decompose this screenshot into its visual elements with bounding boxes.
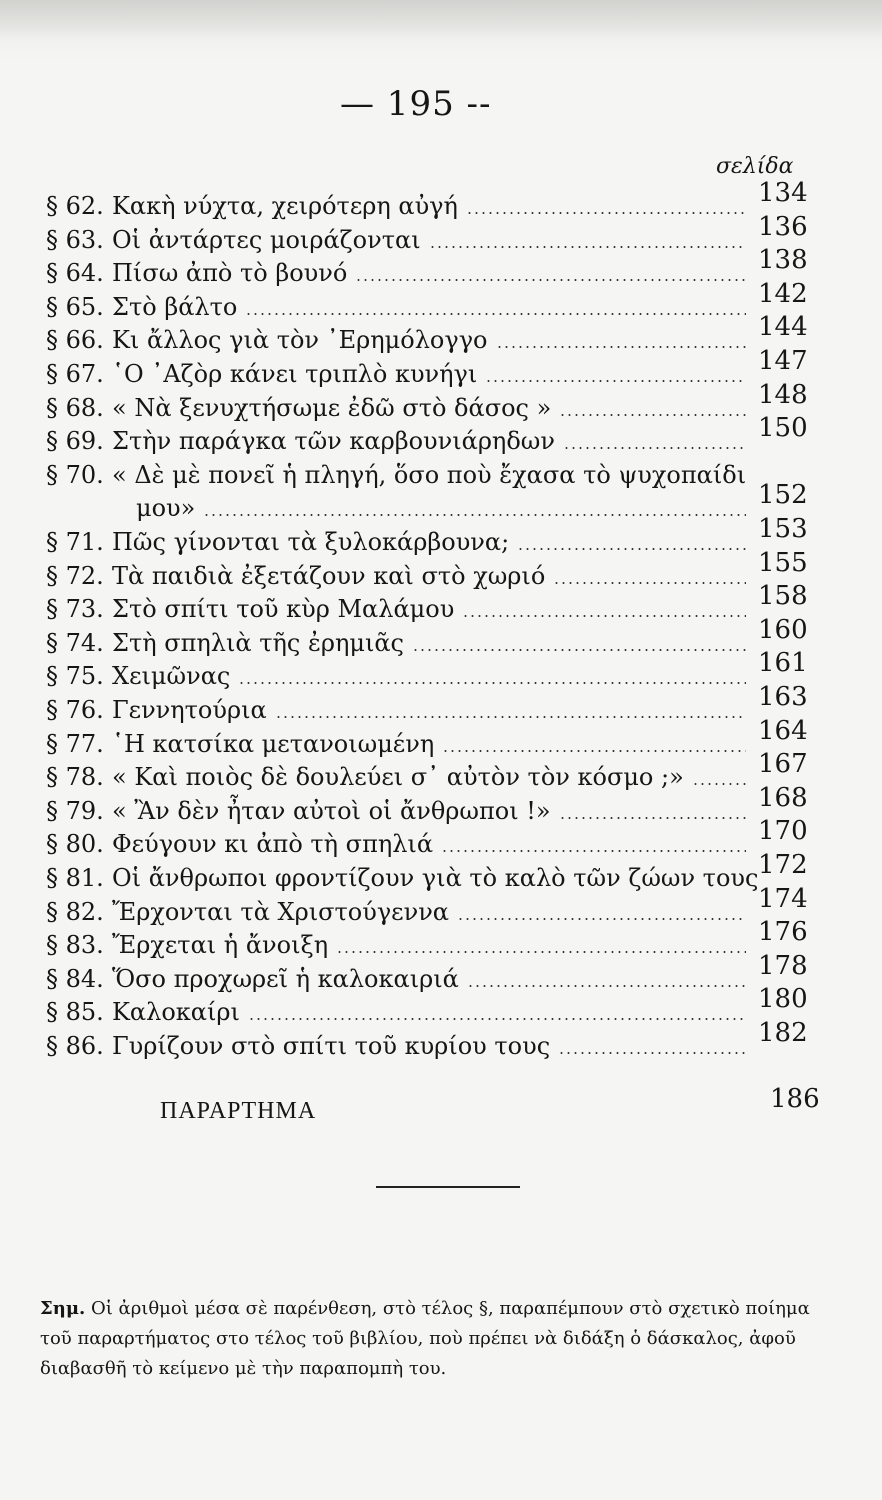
toc-title: Καλοκαίρι — [112, 998, 240, 1027]
toc-entry — [46, 950, 808, 999]
toc-entry — [46, 346, 808, 394]
toc-title: Ἔρχονται τὰ Χριστούγεννα — [112, 897, 449, 926]
toc-section-number: § 72. — [46, 561, 104, 590]
toc-page-number: 138 — [758, 245, 808, 276]
toc-leader-dots — [692, 783, 746, 785]
toc-section-number: § 80. — [46, 830, 104, 859]
toc-leader-dots — [203, 514, 746, 516]
appendix-title: ΠΑΡΑΡΤΗΜΑ — [160, 1098, 317, 1124]
page-column-label: σελίδα — [716, 154, 794, 179]
toc-page-number: 152 — [758, 480, 808, 511]
toc-page-number: 168 — [758, 782, 808, 813]
toc-entry — [46, 984, 808, 1032]
toc-section-number: § 74. — [46, 628, 104, 657]
appendix-page-number: 186 — [770, 1084, 820, 1114]
toc-entry — [46, 648, 808, 696]
toc-page-number: 150 — [758, 413, 808, 444]
toc-page-number: 176 — [758, 917, 808, 948]
toc-leader-dots — [336, 951, 746, 953]
toc-entry — [46, 1018, 808, 1066]
toc-page-number: 147 — [758, 346, 808, 376]
footnote — [40, 1294, 840, 1384]
toc-title: « Δὲ μὲ πονεῖ ἡ πληγή, ὅσο ποὺ ἔχασα τὸ ψυχοπαίδι — [112, 460, 747, 489]
toc-section-number: § 66. — [46, 326, 104, 355]
toc-leader-dots — [485, 380, 746, 382]
toc-entry — [46, 581, 808, 629]
toc-section-number: § 63. — [46, 225, 104, 254]
toc-title: Τὰ παιδιὰ ἐξετάζουν καὶ στὸ χωριό — [112, 561, 546, 590]
toc-title: Χειμῶνας — [112, 662, 231, 691]
toc-title: μου» — [136, 494, 196, 523]
toc-page-number: 182 — [758, 1018, 808, 1048]
toc-title: Οἱ ἀντάρτες μοιράζονται — [112, 225, 421, 254]
toc-entry — [46, 461, 806, 495]
toc-section-number: § 76. — [46, 696, 104, 724]
toc-page-number: 161 — [758, 648, 808, 679]
toc-leader-dots — [245, 313, 746, 315]
toc-section-number: § 75. — [46, 662, 104, 691]
toc-title: « Νὰ ξενυχτήσωμε ἐδῶ στὸ δάσος » — [112, 393, 552, 422]
toc-leader-dots — [563, 447, 746, 449]
toc-section-number: § 86. — [46, 1032, 104, 1060]
toc-section-number: § 65. — [46, 292, 104, 321]
toc-leader-dots — [355, 279, 746, 281]
toc-section-number: § 73. — [46, 595, 104, 624]
toc-page-number: 163 — [758, 682, 808, 712]
toc-section-number: § 67. — [46, 360, 104, 388]
toc-entry — [46, 480, 808, 528]
toc-entry — [46, 682, 808, 730]
toc-title: ῾Η κατσίκα μετανοιωμένη — [112, 729, 435, 758]
toc-page-number: 148 — [758, 379, 808, 410]
toc-page-number: 158 — [758, 581, 808, 612]
toc-entry — [46, 850, 808, 898]
toc-leader-dots — [559, 414, 746, 416]
toc-title: Φεύγουν κι ἀπὸ τὴ σπηλιά — [112, 830, 434, 859]
toc-section-number: § 82. — [46, 897, 104, 926]
toc-page-number: 174 — [758, 883, 808, 914]
toc-entry — [46, 278, 808, 327]
toc-leader-dots — [467, 985, 746, 987]
toc-section-number: § 84. — [46, 964, 104, 993]
toc-page-number: 180 — [758, 984, 808, 1015]
toc-page-number: 172 — [758, 850, 808, 880]
toc-page-number: 178 — [758, 950, 808, 981]
toc-section-number: § 62. — [46, 192, 104, 220]
toc-leader-dots — [275, 716, 746, 718]
toc-title: Γυρίζουν στὸ σπίτι τοῦ κυρίου τους — [112, 1032, 551, 1060]
toc-entry — [46, 312, 808, 360]
toc-entry — [46, 917, 808, 965]
toc-entry — [46, 883, 808, 932]
toc-entry — [46, 178, 808, 226]
toc-leader-dots — [558, 1052, 746, 1054]
toc-title: « Ἂν δὲν ἦταν αὐτοὶ οἱ ἄνθρωποι !» — [112, 796, 551, 825]
toc-page-number: 167 — [758, 749, 808, 780]
toc-section-number: § 85. — [46, 998, 104, 1027]
toc-leader-dots — [441, 850, 746, 852]
toc-leader-dots — [462, 615, 746, 617]
divider-rule — [376, 1186, 520, 1188]
toc-section-number: § 79. — [46, 796, 104, 825]
toc-title: Γεννητούρια — [112, 696, 267, 724]
toc-entry — [46, 614, 808, 663]
toc-title: Κι ἄλλος γιὰ τὸν ᾿Ερημόλογγο — [112, 326, 488, 355]
toc-title: Ἔρχεται ἡ ἄνοιξη — [112, 931, 329, 960]
toc-entry — [46, 547, 808, 596]
toc-page-number: 136 — [758, 211, 808, 242]
toc-leader-dots — [412, 649, 746, 651]
footnote-text: Οἱ ἀριθμοὶ μέσα σὲ παρένθεση, στὸ τέλος §, παραπέμπουν στὸ σχετικὸ ποίημα τοῦ παραρτήματος στο τέλος τοῦ βιβλίου, ποὺ πρέπει νὰ διδάξη ὁ δάσκαλος, ἀφοῦ διαβασθῆ τὸ κείμενο μὲ τὴν παραπομπὴ του. — [40, 1298, 810, 1379]
toc-entry — [46, 816, 808, 864]
toc-title: Πῶς γίνονται τὰ ξυλοκάρβουνα; — [112, 528, 510, 556]
toc-entry — [46, 514, 808, 562]
toc-section-number: § 70. — [46, 460, 104, 489]
footnote-label: Σημ. — [40, 1298, 86, 1319]
toc-leader-dots — [442, 750, 746, 752]
toc-page-number: 170 — [758, 816, 808, 847]
toc-entry — [46, 211, 808, 260]
toc-title: Οἱ ἄνθρωποι φροντίζουν γιὰ τὸ καλὸ τῶν ζώων τους — [112, 864, 759, 892]
toc-section-number: § 81. — [46, 864, 104, 892]
toc-page-number: 134 — [758, 178, 808, 208]
toc-title: ῾Ο ᾿Αζὸρ κάνει τριπλὸ κυνήγι — [112, 360, 478, 388]
toc-section-number: § 64. — [46, 259, 104, 288]
toc-title: Κακὴ νύχτα, χειρότερη αὐγή — [112, 192, 458, 220]
toc-leader-dots — [248, 1018, 746, 1020]
toc-title: Στὴ σπηλιὰ τῆς ἐρημιᾶς — [112, 628, 404, 657]
toc-entry — [46, 749, 808, 797]
toc-section-number: § 69. — [46, 427, 104, 456]
toc-entry — [46, 782, 808, 831]
toc-entry — [46, 413, 808, 461]
toc-leader-dots — [457, 918, 746, 920]
toc-page-number: 164 — [758, 715, 808, 746]
toc-section-number: § 78. — [46, 763, 104, 792]
toc-leader-dots — [517, 548, 746, 550]
toc-leader-dots — [466, 212, 746, 214]
toc-page-number: 144 — [758, 312, 808, 343]
toc-leader-dots — [429, 246, 746, 248]
toc-entry — [46, 715, 808, 764]
toc-section-number: § 71. — [46, 528, 104, 556]
toc-entry — [46, 379, 808, 428]
toc-page-number: 142 — [758, 278, 808, 309]
toc-entry — [46, 245, 808, 293]
toc-leader-dots — [553, 582, 746, 584]
toc-page-number: 160 — [758, 614, 808, 645]
toc-title: Στὸ σπίτι τοῦ κὺρ Μαλάμου — [112, 595, 455, 624]
toc-title: Στὴν παράγκα τῶν καρβουνιάρηδων — [112, 427, 555, 456]
toc-section-number: § 77. — [46, 729, 104, 758]
toc-page-number: 153 — [758, 514, 808, 544]
toc-leader-dots — [496, 346, 746, 348]
toc-title: Στὸ βάλτο — [112, 292, 238, 321]
toc-title: Πίσω ἀπὸ τὸ βουνό — [112, 259, 348, 288]
toc-section-number: § 68. — [46, 393, 104, 422]
toc-title: « Καὶ ποιὸς δὲ δουλεύει σ᾿ αὐτὸν τὸν κόσμο ;» — [112, 763, 684, 792]
toc-page-number: 155 — [758, 547, 808, 578]
page-number: — 195 -- — [340, 84, 492, 124]
toc-section-number: § 83. — [46, 931, 104, 960]
toc-leader-dots — [238, 682, 746, 684]
toc-title: Ὅσο προχωρεῖ ἡ καλοκαιριά — [112, 964, 459, 993]
toc-leader-dots — [559, 817, 746, 819]
